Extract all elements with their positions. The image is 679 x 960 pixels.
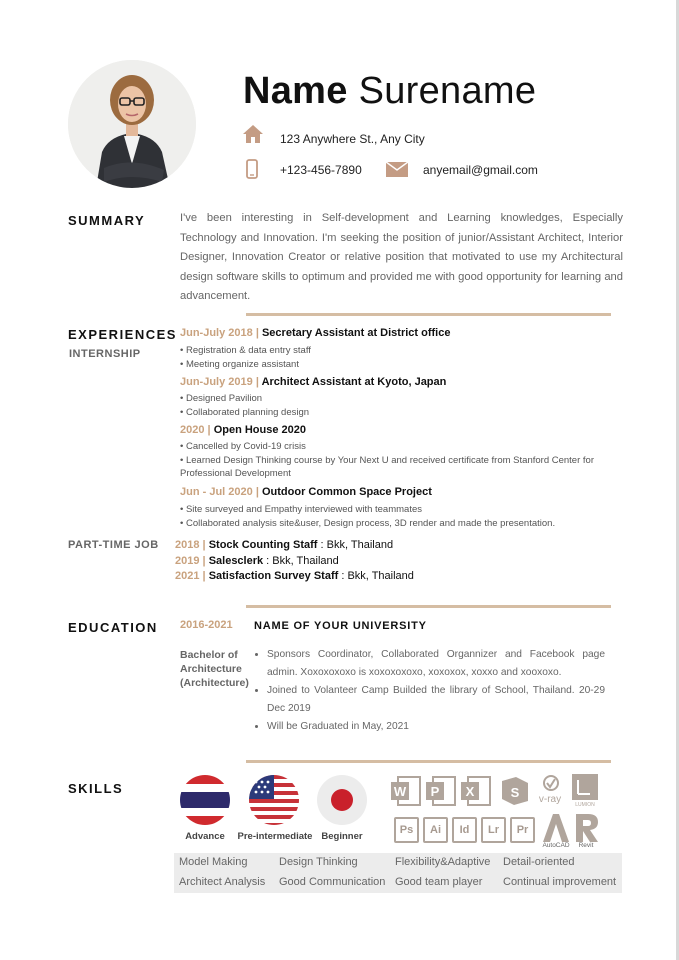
phone-icon	[246, 159, 258, 184]
language-level: Advance	[185, 831, 225, 842]
autocad-icon: AutoCAD	[541, 812, 571, 850]
university-name: NAME OF YOUR UNIVERSITY	[254, 620, 427, 632]
svg-text:v-ray: v-ray	[538, 794, 562, 805]
svg-text:W: W	[393, 784, 407, 799]
illustrator-icon: Ai	[423, 817, 448, 843]
svg-text:LUMION: LUMION	[575, 802, 595, 808]
sketchup-icon	[498, 775, 532, 807]
parttime-list	[175, 538, 414, 585]
profile-photo	[68, 60, 196, 188]
internship-bullets: • Registration & data entry staff • Meeting organize assistant	[180, 345, 311, 370]
education-years: 2016-2021	[180, 619, 233, 631]
home-icon	[242, 124, 264, 149]
internship-bullets: • Site surveyed and Empathy interviewed with teammates • Collaborated analysis site&user, Design process, 3D render and made the presentation.	[180, 504, 556, 529]
skill-item: Model Making	[179, 856, 248, 868]
skills-row	[174, 873, 622, 893]
education-divider	[246, 605, 611, 608]
skill-item: Flexibility&Adaptive	[395, 856, 491, 868]
last-name: Surename	[358, 70, 537, 112]
word-icon	[390, 775, 422, 807]
email: anyemail@gmail.com	[423, 163, 538, 177]
parttime-item: 2018 | Stock Counting Staff : Bkk, Thailand	[175, 539, 394, 551]
summary-heading: SUMMARY	[68, 213, 146, 228]
thailand-flag-icon	[180, 775, 230, 825]
full-name	[243, 70, 536, 113]
premiere-icon: Pr	[510, 817, 535, 843]
first-name: Name	[243, 70, 348, 112]
skill-item: Continual improvement	[503, 876, 617, 888]
svg-text:S: S	[510, 785, 520, 800]
language-level: Beginner	[321, 831, 363, 842]
degree: Bachelor of Architecture (Architecture)	[180, 649, 249, 689]
skills-heading: SKILLS	[68, 781, 124, 796]
parttime-label: PART-TIME JOB	[68, 539, 159, 551]
phone: +123-456-7890	[280, 163, 362, 177]
vray-icon	[533, 773, 567, 807]
internship-bullets: • Cancelled by Covid-19 crisis • Learned Design Thinking course by Your Next U and received certificate from Stanford Center for Professional Development	[180, 441, 594, 479]
skill-item: Detail-oriented	[503, 856, 575, 868]
internship-label: INTERNSHIP	[69, 348, 141, 360]
email-icon	[386, 162, 408, 182]
lumion-icon	[570, 774, 600, 808]
summary-divider	[246, 313, 611, 316]
internship-title: Jun - Jul 2020 | Outdoor Common Space Project	[180, 486, 432, 498]
japan-flag-icon	[317, 775, 367, 825]
internship-title: 2020 | Open House 2020	[180, 424, 307, 436]
powerpoint-icon	[425, 775, 457, 807]
excel-icon	[460, 775, 492, 807]
language-level: Pre-intermediate	[237, 831, 313, 842]
svg-text:P: P	[430, 784, 440, 799]
education-bullets: • Sponsors Coordinator, Collaborated Organnizer and Facebook page admin. Xoxoxoxoxo is xoxoxoxoxo, xoxoxox, xoxxo and xooxoxo. • Joined to Volanteer Camp Builded the library of School, Thailand. 20-29 Dec 2019 • Will be Graduated in May, 2021	[254, 646, 605, 736]
skill-item: Good Communication	[279, 876, 386, 888]
internship-bullets: • Designed Pavilion • Collaborated planning design	[180, 393, 310, 418]
svg-text:X: X	[465, 784, 475, 799]
skills-row	[174, 853, 622, 873]
photoshop-icon: Ps	[394, 817, 419, 843]
education-heading: EDUCATION	[68, 620, 158, 635]
summary-text: I've been interesting in Self-development and Learning knowledges, Especially Technology and Innovation. I'm seeking the position of junior/Assistant Architect, Interior Designer, Innovation Creator or relative position that motivated to use my Architectural design software skills to optimum and provided me with good opportunity for learning and advancement.	[180, 212, 623, 303]
skill-item: Good team player	[395, 876, 483, 888]
internship-title: Jun-July 2018 | Secretary Assistant at District office	[180, 327, 451, 339]
skills-divider	[246, 760, 611, 763]
indesign-icon: Id	[452, 817, 477, 843]
parttime-item: 2019 | Salesclerk : Bkk, Thailand	[175, 554, 339, 567]
revit-icon: Revit	[572, 812, 600, 850]
skill-item: Design Thinking	[279, 856, 358, 868]
parttime-item: 2021 | Satisfaction Survey Staff : Bkk, Thailand	[175, 570, 414, 582]
lightroom-icon: Lr	[481, 817, 506, 843]
usa-flag-icon	[249, 775, 299, 825]
address: 123 Anywhere St., Any City	[280, 132, 425, 146]
experiences-heading: EXPERIENCES	[68, 327, 177, 342]
internship-title: Jun-July 2019 | Architect Assistant at Kyoto, Japan	[180, 376, 447, 388]
skill-item: Architect Analysis	[179, 876, 266, 888]
